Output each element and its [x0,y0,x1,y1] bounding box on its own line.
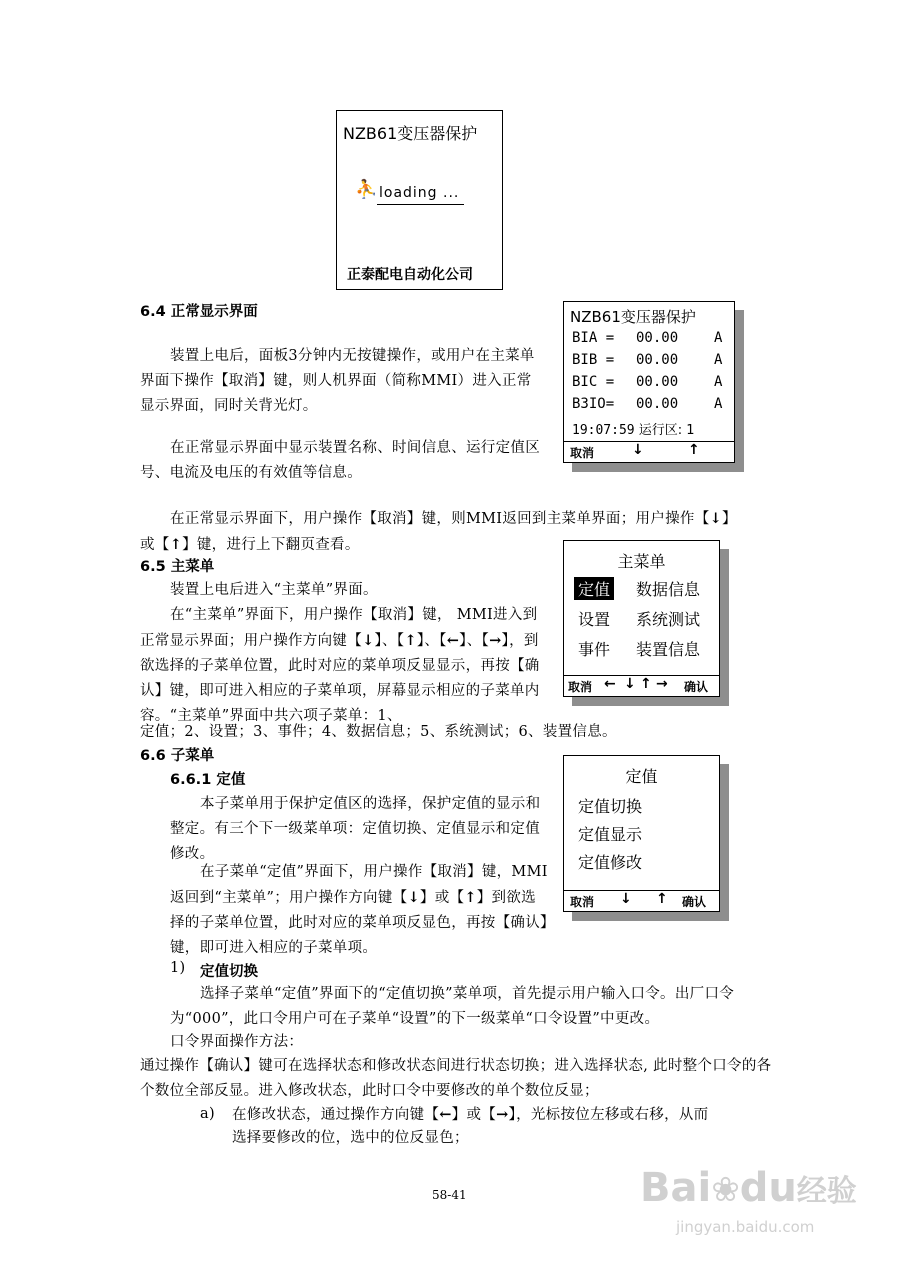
softkey-down-icon[interactable]: ↓ [624,676,636,692]
section-6-4-para-2: 在正常显示界面中显示装置名称、时间信息、运行定值区号、电流及电压的有效值等信息。 [140,440,540,481]
normal-row-1: BIA = 00.00 A [572,330,723,346]
submenu-title: 定值 [625,767,658,786]
submenu-softkey-bar [564,890,719,911]
password-method-label: 口令界面操作方法： [170,1034,304,1050]
normal-row-2: BIB = 00.00 A [572,352,723,368]
item-a-number: a) [200,1106,215,1122]
softkey-cancel[interactable]: 取消 [570,895,595,909]
main-menu-item-shijian[interactable]: 事件 [578,640,611,659]
paw-icon: ❀ [711,1170,740,1210]
arrow-down-icon: ↓ [362,632,375,649]
main-menu-item-shuju[interactable]: 数据信息 [636,580,701,599]
arrow-left-icon: ← [439,1106,452,1123]
softkey-down-icon[interactable]: ↓ [632,442,644,458]
softkey-cancel[interactable]: 取消 [568,680,593,694]
normal-row-3: BIC = 00.00 A [572,374,723,390]
main-menu-softkey-bar [564,675,719,696]
section-6-4-heading: 6.4 正常显示界面 [140,304,258,320]
softkey-up-icon[interactable]: ↑ [640,676,652,692]
section-6-6-1-para-1: 本子菜单用于保护定值区的选择，保护定值的显示和整定。有三个下一级菜单项：定值切换、定值显示和定值修改。 [170,796,541,862]
section-6-5-para-2: 在“主菜单”界面下，用户操作【取消】键， MMI进入到正常显示界面；用户操作方向键【↓】、【↑】、【←】、【→】，到欲选择的子菜单位置，此时对应的菜单项反显显示，再按【确认】键，即可进入相应的子菜单项，屏幕显示相应的子菜单内容。“主菜单”界面中共六项子菜单：1、 [140,607,540,724]
softkey-down-icon[interactable]: ↓ [620,891,632,907]
company-name: 正泰配电自动化公司 [347,267,473,283]
section-6-6-1-para-2: 在子菜单“定值”界面下，用户操作【取消】键，MMI返回到“主菜单”；用户操作方向键【↓】或【↑】到欲选择的子菜单位置，此时对应的菜单项反显色，再按【确认】键，即可进入相应的子菜单项。 [170,864,548,956]
loading-text: loading ... [379,185,460,201]
arrow-down-icon: ↓ [407,889,420,906]
item-1-number: 1) [170,960,186,976]
normal-softkey-bar [564,441,734,462]
section-6-6-1-heading: 6.6.1 定值 [170,772,246,788]
section-6-5-heading: 6.5 主菜单 [140,559,215,575]
softkey-up-icon[interactable]: ↑ [656,891,668,907]
softkey-cancel[interactable]: 取消 [570,446,595,460]
item-1-para: 选择子菜单“定值”界面下的“定值切换”菜单项，首先提示用户输入口令。出厂口令为“000”，此口令用户可在子菜单“设置”的下一级菜单“口令设置”中更改。 [170,986,735,1027]
section-6-5-para-1: 装置上电后进入“主菜单”界面。 [170,582,378,598]
submenu-item-modify[interactable]: 定值修改 [578,853,643,872]
item-1-title: 定值切换 [200,964,258,980]
loading-underline [377,204,464,205]
normal-row-4: B3IO= 00.00 A [572,396,723,412]
running-figure-icon: ⛹ [355,179,378,200]
arrow-up-icon: ↑ [404,632,417,649]
softkey-up-icon[interactable]: ↑ [688,442,700,458]
setting-submenu-screen [563,755,720,912]
arrow-right-icon: → [496,1106,509,1123]
loading-screen [336,110,503,290]
main-menu-item-xitong[interactable]: 系统测试 [636,610,701,629]
normal-display-screen [563,301,735,463]
arrow-down-icon: ↓ [709,510,722,527]
section-6-4-para-3: 在正常显示界面下，用户操作【取消】键，则MMI返回到主菜单界面；用户操作【↓】 或【↑】键，进行上下翻页查看。 [140,510,737,553]
baidu-watermark-logo: Bai❀du经验 [640,1165,857,1211]
main-menu-item-shezhi[interactable]: 设置 [578,610,611,629]
submenu-item-switch[interactable]: 定值切换 [578,797,643,816]
arrow-right-icon: → [489,632,502,649]
arrow-up-icon: ↑ [464,889,477,906]
softkey-left-icon[interactable]: ← [604,676,616,692]
item-a-line-1: 在修改状态，通过操作方向键【←】或【→】，光标按位左移或右移，从而 [232,1106,709,1123]
section-6-5-para-3: 定值；2、设置；3、事件；4、数据信息；5、系统测试；6、装置信息。 [140,724,617,740]
main-menu-title: 主菜单 [617,552,666,571]
baidu-watermark-url: jingyan.baidu.com [676,1218,815,1236]
arrow-left-icon: ← [446,632,460,649]
arrow-up-icon: ↑ [169,536,183,553]
loading-screen-title: NZB61变压器保护 [343,124,478,143]
normal-screen-title: NZB61变压器保护 [570,308,696,326]
main-menu-item-zhuangzhi[interactable]: 装置信息 [636,640,701,659]
password-method-para: 通过操作【确认】键可在选择状态和修改状态间进行状态切换；进入选择状态, 此时整个口令的各个数位全部反显。进入修改状态，此时口令中要修改的单个数位反显； [140,1058,772,1099]
item-a-line-2: 选择要修改的位，选中的位反显色； [232,1130,469,1146]
main-menu-screen [563,540,720,697]
main-menu-item-dingzhi[interactable]: 定值 [574,577,614,600]
softkey-ok[interactable]: 确认 [684,680,709,694]
page-number: 58-41 [432,1188,467,1202]
softkey-ok[interactable]: 确认 [682,895,707,909]
normal-time-zone: 19:07:59 运行区: 1 [572,423,695,438]
submenu-item-display[interactable]: 定值显示 [578,825,643,844]
softkey-right-icon[interactable]: → [656,676,668,692]
section-6-4-para-1: 装置上电后，面板3分钟内无按键操作，或用户在主菜单界面下操作【取消】键，则人机界面（简称MMI）进入正常显示界面，同时关背光灯。 [140,348,535,414]
section-6-6-heading: 6.6 子菜单 [140,748,215,764]
